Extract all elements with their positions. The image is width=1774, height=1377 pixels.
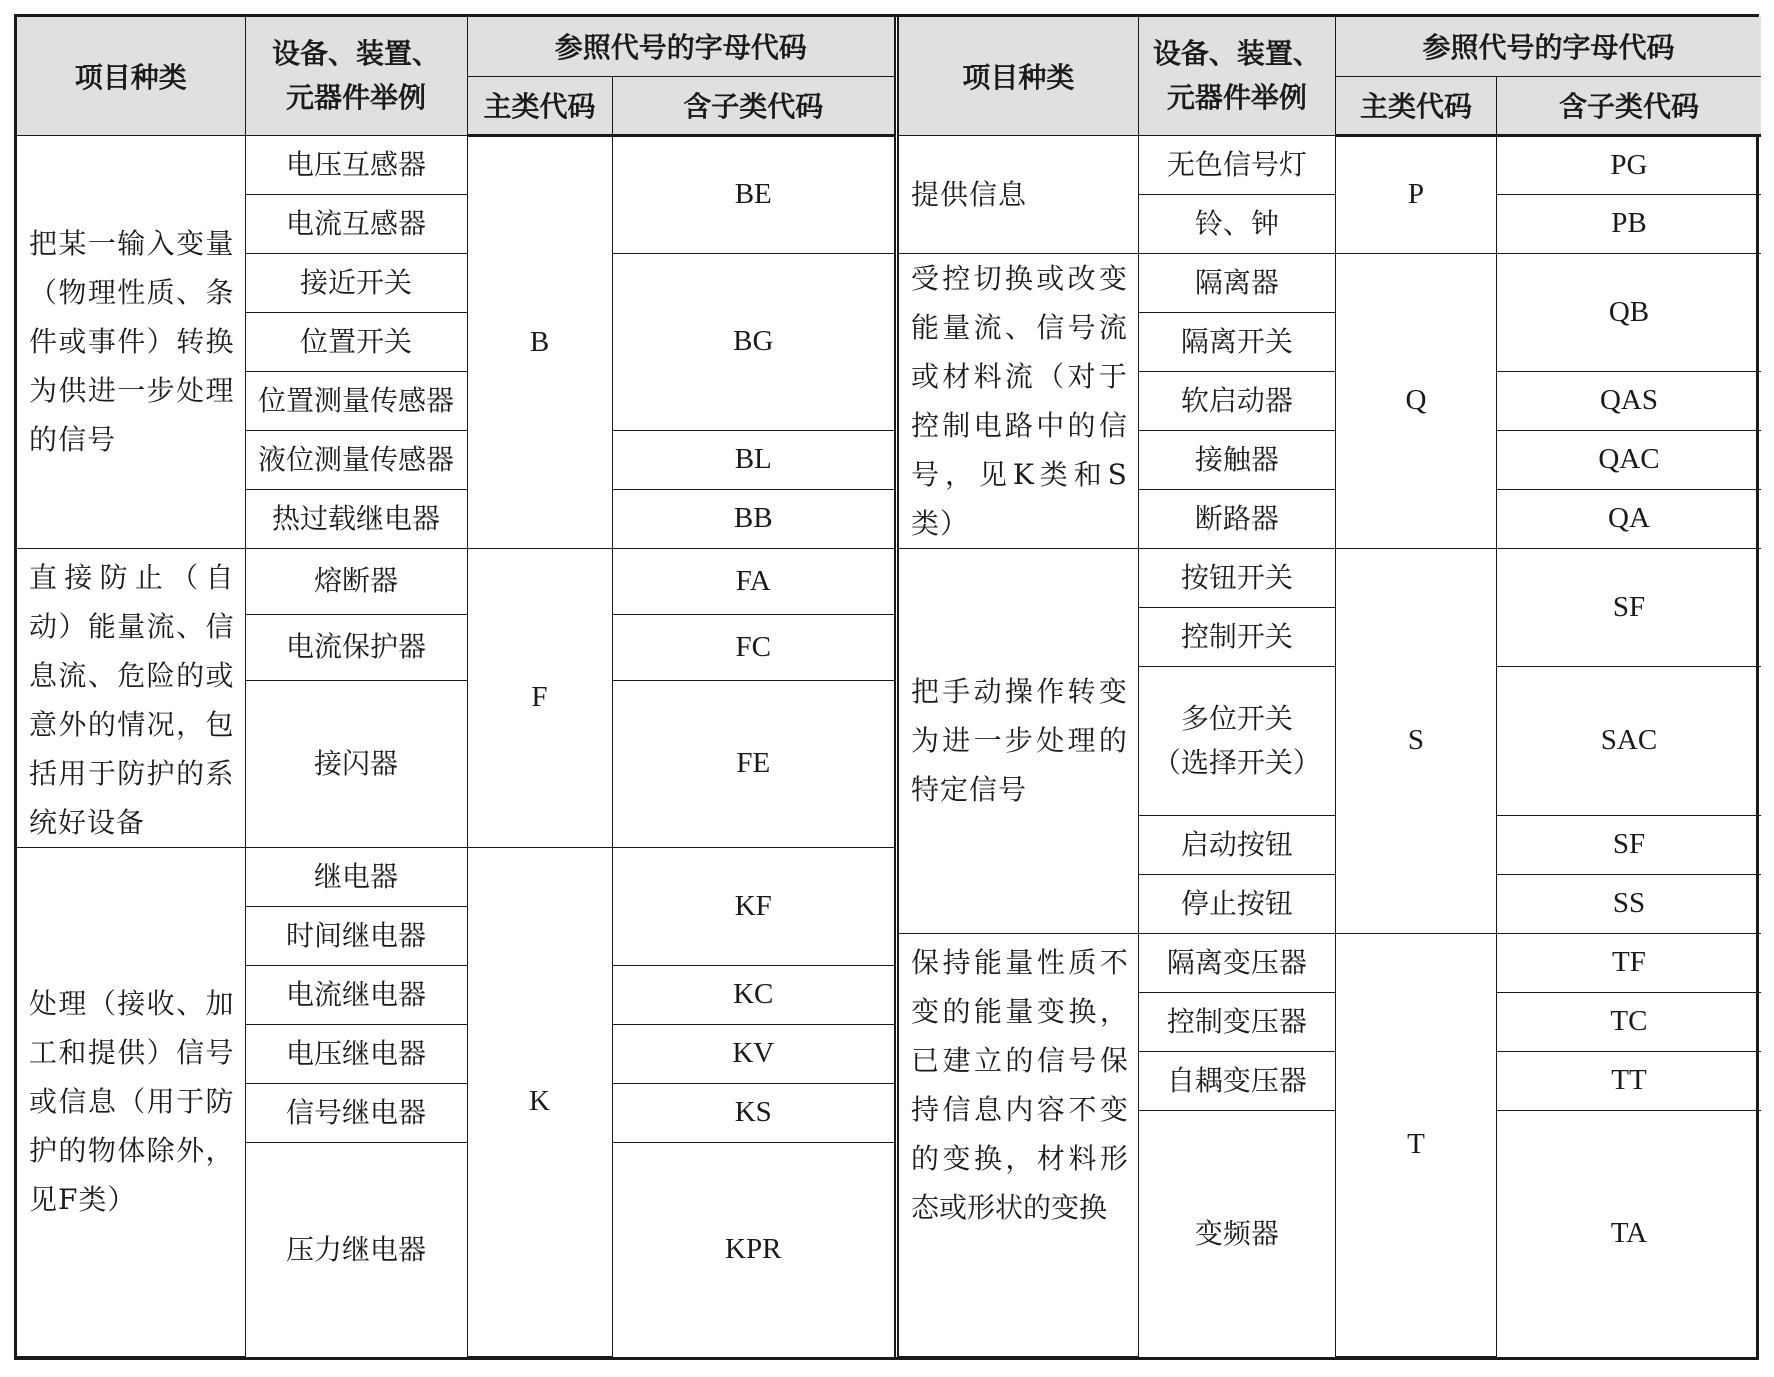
header-sub-code: 含子类代码	[612, 76, 894, 135]
sub-code-ks: KS	[612, 1083, 894, 1142]
main-code-f: F	[467, 548, 612, 847]
device-time-relay: 时间继电器	[245, 906, 467, 965]
device-isolating-switch: 隔离开关	[1138, 312, 1335, 371]
table-left-half	[17, 17, 894, 1357]
sub-code-qas: QAS	[1496, 371, 1761, 430]
sub-code-bg: BG	[612, 253, 894, 430]
category-f: 直接防止（自动）能量流、信息流、危险的或意外的情况，包括用于防护的系统好设备	[17, 548, 245, 847]
device-stop-button: 停止按钮	[1138, 874, 1335, 933]
header-letter-code: 参照代号的字母代码	[467, 17, 894, 76]
left-table	[17, 17, 894, 1357]
device-bell: 铃、钟	[1138, 194, 1335, 253]
main-code-q: Q	[1336, 253, 1497, 548]
sub-code-sf-start: SF	[1496, 815, 1761, 874]
header-letter-code-right: 参照代号的字母代码	[1336, 17, 1762, 76]
sub-code-be: BE	[612, 135, 894, 253]
sub-code-kpr: KPR	[612, 1142, 894, 1357]
device-circuit-breaker: 断路器	[1138, 489, 1335, 548]
header-sub-code-right: 含子类代码	[1496, 76, 1761, 135]
sub-code-sac: SAC	[1496, 666, 1761, 815]
sub-code-kv: KV	[612, 1024, 894, 1083]
main-code-p: P	[1336, 135, 1497, 253]
category-s: 把手动操作转变为进一步处理的特定信号	[899, 548, 1138, 933]
header-main-code-right: 主类代码	[1336, 76, 1497, 135]
device-soft-starter: 软启动器	[1138, 371, 1335, 430]
device-relay: 继电器	[245, 847, 467, 906]
device-thermal-overload-relay: 热过载继电器	[245, 489, 467, 548]
sub-code-qac: QAC	[1496, 430, 1761, 489]
right-table	[899, 17, 1761, 1357]
sub-code-ss: SS	[1496, 874, 1761, 933]
category-q: 受控切换或改变能量流、信号流或材料流（对于控制电路中的信号，见K类和S类）	[899, 253, 1138, 548]
device-colorless-signal-lamp: 无色信号灯	[1138, 135, 1335, 194]
device-multi-position-switch-line2: （选择开关）	[1152, 745, 1321, 779]
sub-code-tt: TT	[1496, 1051, 1761, 1110]
sub-code-qb: QB	[1496, 253, 1761, 371]
header-device-example	[245, 17, 467, 135]
device-signal-relay: 信号继电器	[245, 1083, 467, 1142]
device-multi-position-switch-line1: 多位开关	[1180, 701, 1293, 735]
device-control-switch: 控制开关	[1138, 607, 1335, 666]
sub-code-tf: TF	[1496, 933, 1761, 992]
device-fuse: 熔断器	[245, 548, 467, 614]
device-voltage-relay: 电压继电器	[245, 1024, 467, 1083]
device-multi-position-switch	[1138, 666, 1335, 815]
category-t: 保持能量性质不变的能量变换，已建立的信号保持信息内容不变的变换，材料形态或形状的变换	[899, 933, 1138, 1357]
reference-code-table	[14, 14, 1759, 1360]
device-control-transformer: 控制变压器	[1138, 992, 1335, 1051]
device-pressure-relay: 压力继电器	[245, 1142, 467, 1357]
device-start-button: 启动按钮	[1138, 815, 1335, 874]
sub-code-fe: FE	[612, 680, 894, 847]
header-device-example-line1: 设备、装置、	[271, 36, 440, 70]
device-current-transformer: 电流互感器	[245, 194, 467, 253]
category-b: 把某一输入变量（物理性质、条件或事件）转换为供进一步处理的信号	[17, 135, 245, 548]
sub-code-kc: KC	[612, 965, 894, 1024]
table-right-half	[894, 17, 1761, 1357]
header-device-example-right	[1138, 17, 1335, 135]
device-current-relay: 电流继电器	[245, 965, 467, 1024]
main-code-s: S	[1336, 548, 1497, 933]
main-code-t: T	[1336, 933, 1497, 1357]
header-item-type: 项目种类	[17, 17, 245, 135]
device-isolation-transformer: 隔离变压器	[1138, 933, 1335, 992]
device-contactor: 接触器	[1138, 430, 1335, 489]
main-code-k: K	[467, 847, 612, 1357]
device-position-sensor: 位置测量传感器	[245, 371, 467, 430]
device-proximity-switch: 接近开关	[245, 253, 467, 312]
device-isolator: 隔离器	[1138, 253, 1335, 312]
sub-code-pg: PG	[1496, 135, 1761, 194]
header-device-example-right-line1: 设备、装置、	[1152, 36, 1321, 70]
sub-code-sf: SF	[1496, 548, 1761, 666]
header-device-example-line2: 元器件举例	[285, 80, 426, 114]
category-k: 处理（接收、加工和提供）信号或信息（用于防护的物体除外，见F类）	[17, 847, 245, 1357]
sub-code-ta: TA	[1496, 1110, 1761, 1357]
sub-code-fa: FA	[612, 548, 894, 614]
sub-code-kf: KF	[612, 847, 894, 965]
header-main-code: 主类代码	[467, 76, 612, 135]
sub-code-tc: TC	[1496, 992, 1761, 1051]
device-autotransformer: 自耦变压器	[1138, 1051, 1335, 1110]
device-level-sensor: 液位测量传感器	[245, 430, 467, 489]
header-item-type-right: 项目种类	[899, 17, 1138, 135]
device-frequency-converter: 变频器	[1138, 1110, 1335, 1357]
sub-code-bl: BL	[612, 430, 894, 489]
sub-code-bb: BB	[612, 489, 894, 548]
device-lightning-arrester: 接闪器	[245, 680, 467, 847]
device-current-protector: 电流保护器	[245, 614, 467, 680]
main-code-b: B	[467, 135, 612, 548]
sub-code-fc: FC	[612, 614, 894, 680]
header-device-example-right-line2: 元器件举例	[1166, 80, 1307, 114]
category-p: 提供信息	[899, 135, 1138, 253]
sub-code-pb: PB	[1496, 194, 1761, 253]
device-push-button-switch: 按钮开关	[1138, 548, 1335, 607]
device-voltage-transformer: 电压互感器	[245, 135, 467, 194]
device-position-switch: 位置开关	[245, 312, 467, 371]
sub-code-qa: QA	[1496, 489, 1761, 548]
